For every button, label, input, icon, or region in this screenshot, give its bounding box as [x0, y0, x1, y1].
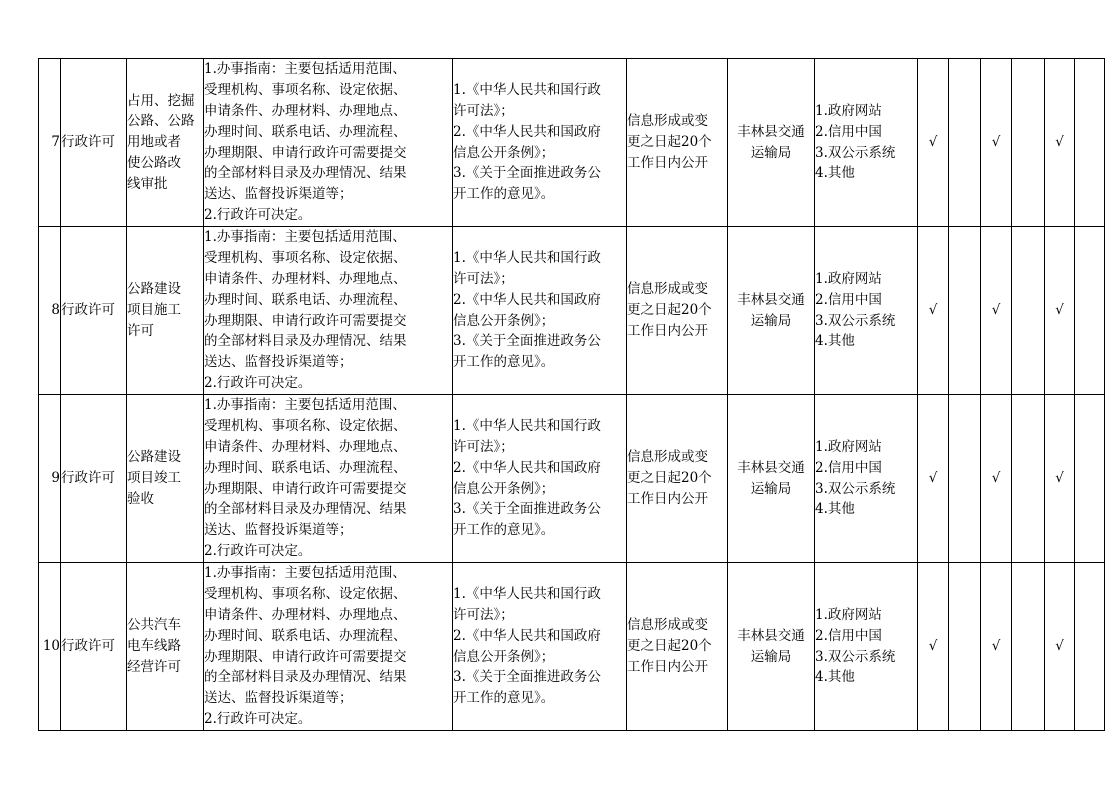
item-name-cell: [127, 395, 204, 563]
check-mark-cell: [949, 59, 981, 227]
channel-line: 2.信用中国: [815, 627, 882, 644]
content-line: 受理机构、事项名称、设定依据、: [204, 250, 407, 267]
disclosure-channel-cell: [815, 563, 918, 731]
channel-line: 3.双公示系统: [815, 648, 896, 665]
row-number-cell: 8: [39, 227, 61, 395]
legal-basis-cell: [453, 59, 627, 227]
content-line: 2.行政许可决定。: [204, 710, 312, 727]
channel-line: 4.其他: [815, 165, 855, 182]
content-line: 2.行政许可决定。: [204, 206, 312, 223]
time-line: 信息形成或变: [627, 449, 708, 466]
content-line: 办理期限、申请行政许可需要提交: [204, 312, 407, 329]
legal-basis-cell: [453, 395, 627, 563]
content-line: 2.行政许可决定。: [204, 374, 312, 391]
disclosure-content-cell: [204, 563, 453, 731]
channel-line: 3.双公示系统: [815, 144, 896, 161]
basis-line: 2.《中华人民共和国政府: [453, 459, 601, 476]
category-cell: 行政许可: [61, 227, 127, 395]
basis-line: 3.《关于全面推进政务公: [453, 501, 601, 518]
content-line: 办理时间、联系电话、办理流程、: [204, 123, 407, 140]
item-line: 项目施工: [127, 302, 181, 319]
check-mark-cell: √: [918, 395, 949, 563]
content-line: 的全部材料目录及办理情况、结果: [204, 669, 407, 686]
channel-line: 1.政府网站: [815, 102, 882, 119]
channel-line: 1.政府网站: [815, 270, 882, 287]
check-mark-cell: [949, 227, 981, 395]
check-mark-cell: √: [918, 227, 949, 395]
disclosure-subject-cell: [728, 395, 815, 563]
basis-line: 2.《中华人民共和国政府: [453, 627, 601, 644]
check-mark-cell: √: [981, 227, 1012, 395]
basis-line: 许可法》；: [453, 270, 514, 287]
disclosure-table: [38, 58, 1105, 731]
time-line: 工作日内公开: [627, 154, 708, 171]
channel-line: 4.其他: [815, 669, 855, 686]
channel-line: 1.政府网站: [815, 606, 882, 623]
check-mark-cell: [1075, 59, 1105, 227]
check-mark-cell: √: [981, 395, 1012, 563]
channel-line: 1.政府网站: [815, 438, 882, 455]
content-line: 办理时间、联系电话、办理流程、: [204, 291, 407, 308]
disclosure-time-cell: [627, 395, 728, 563]
channel-line: 4.其他: [815, 333, 855, 350]
subject-line: 运输局: [750, 648, 792, 665]
subject-line: 丰林县交通: [737, 291, 805, 308]
channel-line: 3.双公示系统: [815, 312, 896, 329]
subject-line: 运输局: [750, 144, 792, 161]
row-number-cell: 10: [39, 563, 61, 731]
time-line: 更之日起20个: [627, 302, 712, 319]
legal-basis-cell: [453, 563, 627, 731]
content-line: 送达、监督投诉渠道等；: [204, 522, 353, 539]
row-number-cell: 9: [39, 395, 61, 563]
check-mark-cell: √: [918, 59, 949, 227]
disclosure-content-cell: [204, 59, 453, 227]
basis-line: 2.《中华人民共和国政府: [453, 123, 601, 140]
time-line: 工作日内公开: [627, 322, 708, 339]
check-mark-cell: [1012, 563, 1045, 731]
content-line: 2.行政许可决定。: [204, 542, 312, 559]
content-line: 申请条件、办理材料、办理地点、: [204, 270, 407, 287]
category-cell: 行政许可: [61, 563, 127, 731]
item-line: 线审批: [127, 175, 168, 192]
disclosure-subject-cell: [728, 227, 815, 395]
check-mark-cell: √: [981, 563, 1012, 731]
time-line: 更之日起20个: [627, 134, 712, 151]
basis-line: 开工作的意见》。: [453, 522, 555, 539]
table-row: [39, 59, 1105, 227]
basis-line: 信息公开条例》；: [453, 144, 555, 161]
item-line: 公路、公路: [127, 113, 195, 130]
disclosure-channel-cell: [815, 395, 918, 563]
check-mark-cell: [949, 395, 981, 563]
check-mark-cell: √: [1045, 59, 1075, 227]
check-mark-cell: [1075, 563, 1105, 731]
item-name-cell: [127, 563, 204, 731]
category-cell: 行政许可: [61, 59, 127, 227]
content-line: 受理机构、事项名称、设定依据、: [204, 418, 407, 435]
legal-basis-cell: [453, 227, 627, 395]
content-line: 办理时间、联系电话、办理流程、: [204, 627, 407, 644]
basis-line: 许可法》；: [453, 438, 514, 455]
basis-line: 开工作的意见》。: [453, 186, 555, 203]
table-row: [39, 395, 1105, 563]
content-line: 送达、监督投诉渠道等；: [204, 354, 353, 371]
category-cell: 行政许可: [61, 395, 127, 563]
content-line: 办理时间、联系电话、办理流程、: [204, 459, 407, 476]
content-line: 1.办事指南：主要包括适用范围、: [204, 61, 406, 78]
basis-line: 开工作的意见》。: [453, 690, 555, 707]
channel-line: 4.其他: [815, 501, 855, 518]
check-mark-cell: [1075, 227, 1105, 395]
basis-line: 1.《中华人民共和国行政: [453, 418, 601, 435]
basis-line: 2.《中华人民共和国政府: [453, 291, 601, 308]
item-line: 项目竣工: [127, 470, 181, 487]
disclosure-time-cell: [627, 227, 728, 395]
row-number-cell: 7: [39, 59, 61, 227]
basis-line: 许可法》；: [453, 102, 514, 119]
basis-line: 开工作的意见》。: [453, 354, 555, 371]
content-line: 送达、监督投诉渠道等；: [204, 186, 353, 203]
item-line: 公路建设: [127, 449, 181, 466]
content-line: 申请条件、办理材料、办理地点、: [204, 606, 407, 623]
subject-line: 丰林县交通: [737, 627, 805, 644]
content-line: 1.办事指南：主要包括适用范围、: [204, 397, 406, 414]
content-line: 的全部材料目录及办理情况、结果: [204, 333, 407, 350]
item-line: 许可: [127, 322, 154, 339]
time-line: 工作日内公开: [627, 490, 708, 507]
item-name-cell: [127, 59, 204, 227]
time-line: 信息形成或变: [627, 113, 708, 130]
time-line: 信息形成或变: [627, 617, 708, 634]
item-line: 占用、挖掘: [127, 92, 195, 109]
content-line: 的全部材料目录及办理情况、结果: [204, 165, 407, 182]
basis-line: 信息公开条例》；: [453, 648, 555, 665]
check-mark-cell: [1012, 395, 1045, 563]
content-line: 受理机构、事项名称、设定依据、: [204, 586, 407, 603]
basis-line: 1.《中华人民共和国行政: [453, 82, 601, 99]
item-name-cell: [127, 227, 204, 395]
basis-line: 信息公开条例》；: [453, 480, 555, 497]
item-line: 公路建设: [127, 281, 181, 298]
check-mark-cell: √: [1045, 227, 1075, 395]
item-line: 经营许可: [127, 658, 181, 675]
content-line: 申请条件、办理材料、办理地点、: [204, 438, 407, 455]
item-line: 使公路改: [127, 154, 181, 171]
disclosure-time-cell: [627, 59, 728, 227]
check-mark-cell: √: [918, 563, 949, 731]
disclosure-time-cell: [627, 563, 728, 731]
content-line: 1.办事指南：主要包括适用范围、: [204, 229, 406, 246]
item-line: 电车线路: [127, 638, 181, 655]
disclosure-content-cell: [204, 227, 453, 395]
check-mark-cell: √: [1045, 395, 1075, 563]
time-line: 更之日起20个: [627, 470, 712, 487]
channel-line: 2.信用中国: [815, 123, 882, 140]
check-mark-cell: √: [981, 59, 1012, 227]
check-mark-cell: [1012, 227, 1045, 395]
subject-line: 运输局: [750, 312, 792, 329]
channel-line: 3.双公示系统: [815, 480, 896, 497]
check-mark-cell: √: [1045, 563, 1075, 731]
content-line: 的全部材料目录及办理情况、结果: [204, 501, 407, 518]
disclosure-content-cell: [204, 395, 453, 563]
table-row: [39, 563, 1105, 731]
subject-line: 丰林县交通: [737, 459, 805, 476]
item-line: 用地或者: [127, 134, 181, 151]
basis-line: 1.《中华人民共和国行政: [453, 250, 601, 267]
disclosure-subject-cell: [728, 563, 815, 731]
basis-line: 3.《关于全面推进政务公: [453, 165, 601, 182]
time-line: 工作日内公开: [627, 658, 708, 675]
item-line: 验收: [127, 490, 154, 507]
check-mark-cell: [1012, 59, 1045, 227]
content-line: 办理期限、申请行政许可需要提交: [204, 648, 407, 665]
subject-line: 运输局: [750, 480, 792, 497]
basis-line: 3.《关于全面推进政务公: [453, 333, 601, 350]
content-line: 受理机构、事项名称、设定依据、: [204, 82, 407, 99]
item-line: 公共汽车: [127, 617, 181, 634]
disclosure-channel-cell: [815, 59, 918, 227]
basis-line: 信息公开条例》；: [453, 312, 555, 329]
table-row: [39, 227, 1105, 395]
check-mark-cell: [949, 563, 981, 731]
content-line: 送达、监督投诉渠道等；: [204, 690, 353, 707]
content-line: 办理期限、申请行政许可需要提交: [204, 144, 407, 161]
basis-line: 1.《中华人民共和国行政: [453, 586, 601, 603]
channel-line: 2.信用中国: [815, 459, 882, 476]
disclosure-subject-cell: [728, 59, 815, 227]
time-line: 更之日起20个: [627, 638, 712, 655]
basis-line: 许可法》；: [453, 606, 514, 623]
table-body: [39, 59, 1105, 731]
basis-line: 3.《关于全面推进政务公: [453, 669, 601, 686]
disclosure-channel-cell: [815, 227, 918, 395]
subject-line: 丰林县交通: [737, 123, 805, 140]
content-line: 1.办事指南：主要包括适用范围、: [204, 565, 406, 582]
channel-line: 2.信用中国: [815, 291, 882, 308]
content-line: 申请条件、办理材料、办理地点、: [204, 102, 407, 119]
content-line: 办理期限、申请行政许可需要提交: [204, 480, 407, 497]
check-mark-cell: [1075, 395, 1105, 563]
time-line: 信息形成或变: [627, 281, 708, 298]
